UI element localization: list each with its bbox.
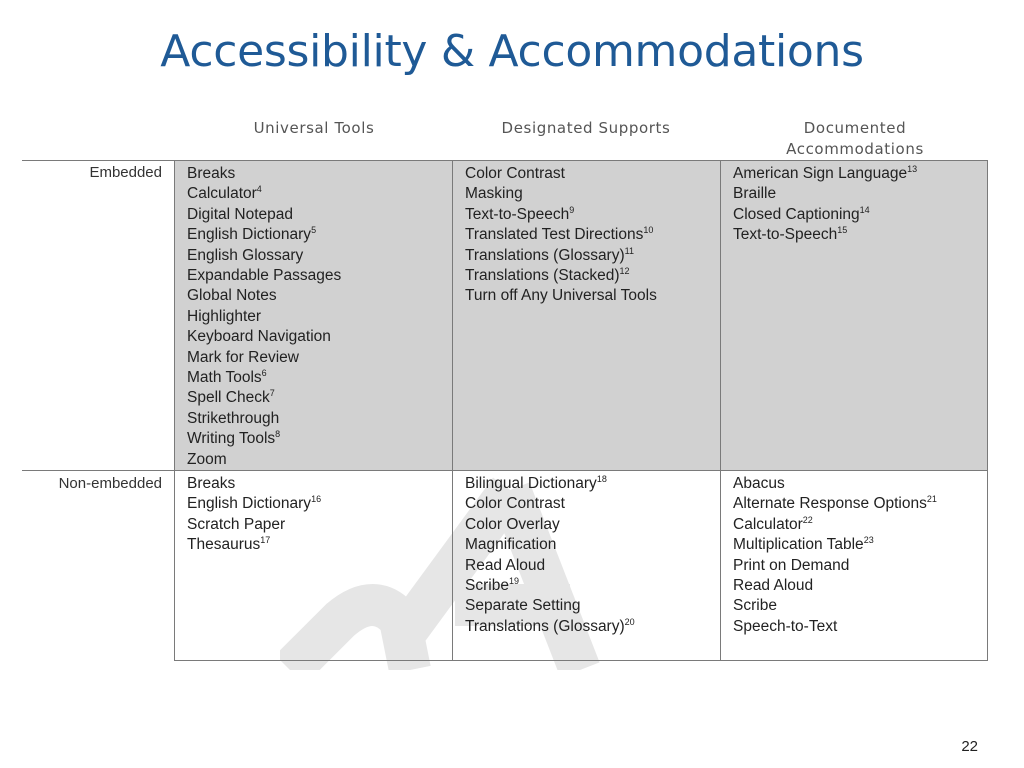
list-item <box>465 474 720 494</box>
page-number: 22 <box>961 738 978 755</box>
list-item <box>733 184 987 204</box>
item-text: Expandable Passages <box>187 267 342 285</box>
item-text: Zoom <box>187 450 227 468</box>
list-item <box>187 246 452 266</box>
footnote-marker: 15 <box>837 225 848 236</box>
item-text: Breaks <box>187 165 236 182</box>
row-rule <box>22 470 174 471</box>
list-item <box>187 515 452 535</box>
list-item <box>465 225 720 245</box>
item-text: Digital Notepad <box>187 205 293 223</box>
list-item <box>187 307 452 327</box>
list-item <box>465 617 720 637</box>
column-header-documented-accommodations: Documented Accommodations <box>786 119 924 158</box>
footnote-marker: 7 <box>269 388 275 399</box>
item-text: Braille <box>733 185 777 203</box>
list-item <box>187 450 452 470</box>
cell-non-embedded-universal-tools <box>174 470 453 661</box>
item-text: Thesaurus <box>187 536 261 554</box>
item-text: Translations (Stacked) <box>465 267 620 285</box>
item-text: Math Tools <box>187 369 262 387</box>
list-item <box>733 494 987 514</box>
item-text: Separate Setting <box>465 597 581 615</box>
row-label-non-embedded: Non-embedded <box>58 475 162 492</box>
list-item <box>465 205 720 225</box>
list-item <box>733 535 987 555</box>
list-item <box>187 266 452 286</box>
cell-non-embedded-documented-accommodations <box>720 470 988 661</box>
list-item <box>465 576 720 596</box>
list-item <box>187 494 452 514</box>
item-text: Breaks <box>187 475 236 492</box>
footnote-marker: 23 <box>863 535 874 546</box>
item-text: English Dictionary <box>187 226 312 244</box>
item-text: Print on Demand <box>733 556 850 574</box>
item-text: Keyboard Navigation <box>187 328 331 346</box>
footnote-marker: 9 <box>569 204 575 215</box>
list-item <box>187 348 452 368</box>
list-item <box>733 164 987 184</box>
item-text: Writing Tools <box>187 430 276 448</box>
footnote-marker: 18 <box>596 474 607 484</box>
footnote-marker: 12 <box>619 266 630 277</box>
footnote-marker: 10 <box>643 225 654 236</box>
item-text: Color Contrast <box>465 495 565 513</box>
list-item <box>733 515 987 535</box>
list-item <box>733 205 987 225</box>
item-text: Turn off Any Universal Tools <box>465 287 657 305</box>
column-header-designated-supports: Designated Supports <box>501 119 671 137</box>
slide-title: Accessibility & Accommodations <box>160 26 864 77</box>
item-text: Color Contrast <box>465 165 565 182</box>
item-text: Calculator <box>733 515 803 533</box>
item-text: Read Aloud <box>465 556 546 574</box>
list-item <box>465 164 720 184</box>
list-item <box>187 225 452 245</box>
item-text: Text-to-Speech <box>733 226 838 244</box>
item-text: Masking <box>465 185 523 203</box>
footnote-marker: 6 <box>261 368 267 379</box>
footnote-marker: 8 <box>275 429 281 440</box>
footnote-marker: 20 <box>624 616 635 627</box>
cell-embedded-documented-accommodations <box>720 160 988 471</box>
item-text: English Dictionary <box>187 495 312 513</box>
list-item <box>465 494 720 514</box>
footnote-marker: 16 <box>311 494 322 505</box>
cell-embedded-universal-tools <box>174 160 453 471</box>
item-text: Translated Test Directions <box>465 226 644 244</box>
list-item <box>733 225 987 245</box>
footnote-marker: 17 <box>260 535 271 546</box>
item-text: Scribe <box>465 577 509 595</box>
footnote-marker: 4 <box>256 184 262 195</box>
row-label-embedded: Embedded <box>89 164 162 181</box>
list-item <box>187 164 452 184</box>
item-text: Global Notes <box>187 287 277 305</box>
item-text: Color Overlay <box>465 515 560 533</box>
item-text: Highlighter <box>187 307 262 325</box>
item-text: Translations (Glossary) <box>465 617 625 635</box>
item-text: American Sign Language <box>733 165 908 182</box>
list-item <box>733 576 987 596</box>
footnote-marker: 11 <box>624 245 634 256</box>
item-text: Mark for Review <box>187 348 299 366</box>
list-item <box>465 535 720 555</box>
footnote-marker: 21 <box>926 494 937 505</box>
list-item <box>465 246 720 266</box>
list-item <box>187 535 452 555</box>
list-item <box>465 556 720 576</box>
column-header-universal-tools: Universal Tools <box>253 119 375 137</box>
list-item <box>733 617 987 637</box>
footnote-marker: 22 <box>802 514 813 525</box>
item-text: Closed Captioning <box>733 205 860 223</box>
footnote-marker: 14 <box>859 204 870 215</box>
list-item <box>733 474 987 494</box>
item-text: Calculator <box>187 185 257 203</box>
item-text: Bilingual Dictionary <box>465 475 597 492</box>
list-item <box>187 429 452 449</box>
item-text: Scribe <box>733 597 777 615</box>
item-text: Alternate Response Options <box>733 495 927 513</box>
footnote-marker: 5 <box>311 225 317 236</box>
item-text: Read Aloud <box>733 577 814 595</box>
list-item <box>465 286 720 306</box>
list-item <box>187 409 452 429</box>
item-text: Text-to-Speech <box>465 205 570 223</box>
list-item <box>465 266 720 286</box>
list-item <box>465 596 720 616</box>
item-text: Translations (Glossary) <box>465 246 625 264</box>
item-text: Strikethrough <box>187 409 280 427</box>
cell-embedded-designated-supports <box>452 160 721 471</box>
footnote-marker: 13 <box>907 164 918 174</box>
item-text: Spell Check <box>187 389 270 407</box>
list-item <box>187 327 452 347</box>
footnote-marker: 19 <box>508 576 519 587</box>
list-item <box>187 205 452 225</box>
list-item <box>187 286 452 306</box>
list-item <box>465 515 720 535</box>
list-item <box>733 556 987 576</box>
list-item <box>465 184 720 204</box>
list-item <box>733 596 987 616</box>
item-text: Abacus <box>733 475 785 492</box>
list-item <box>187 184 452 204</box>
item-text: English Glossary <box>187 246 304 264</box>
list-item <box>187 368 452 388</box>
list-item <box>187 388 452 408</box>
item-text: Scratch Paper <box>187 515 286 533</box>
list-item <box>187 474 452 494</box>
item-text: Magnification <box>465 536 557 554</box>
cell-non-embedded-designated-supports <box>452 470 721 661</box>
item-text: Multiplication Table <box>733 536 864 554</box>
item-text: Speech-to-Text <box>733 617 838 635</box>
